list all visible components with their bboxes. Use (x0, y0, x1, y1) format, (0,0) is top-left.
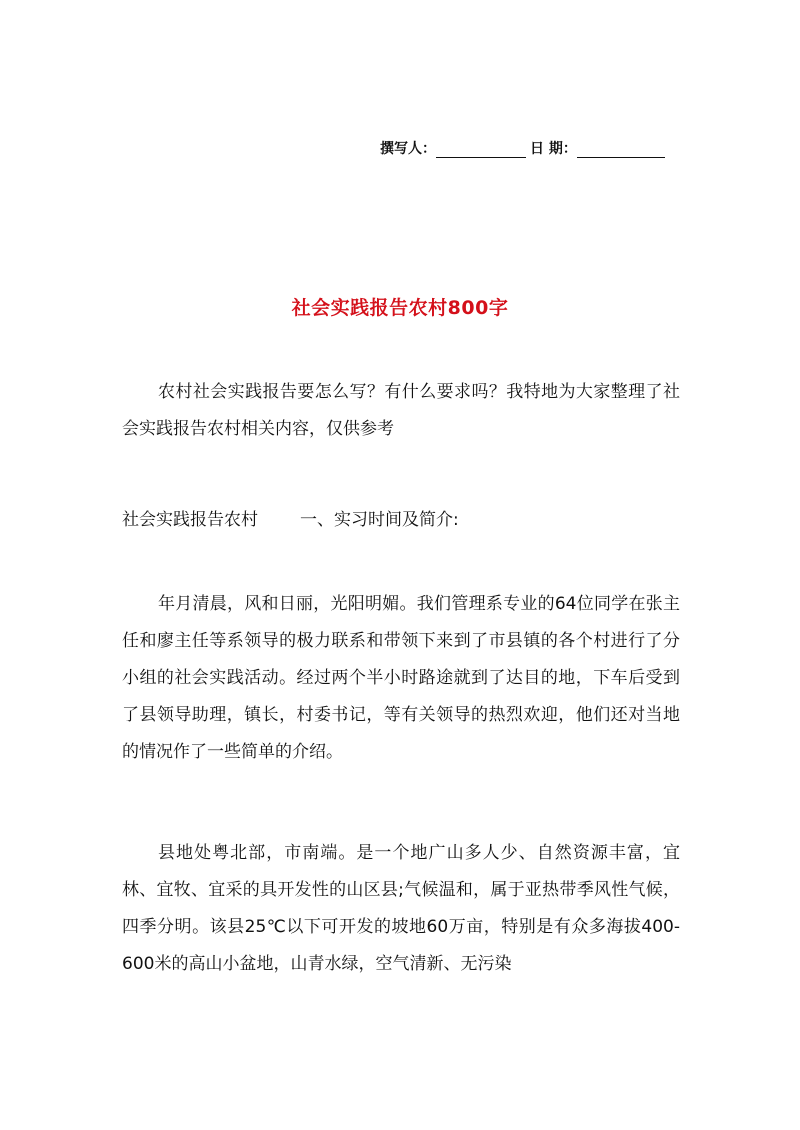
body-paragraph-1: 年月清晨，风和日丽，光阳明媚。我们管理系专业的64位同学在张主任和廖主任等系领导的极力联系和带领下来到了市县镇的各个村进行了分小组的社会实践活动。经过两个半小时路途就到了达目的地，下车后受到了县领导助理，镇长，村委书记，等有关领导的热烈欢迎，他们还对当地的情况作了一些简单的介绍。 (122, 594, 680, 762)
date-label: 日 期： (530, 141, 577, 157)
section-title: 一、实习时间及简介: (300, 510, 459, 530)
author-label: 撰写人： (380, 141, 436, 157)
document-title: 社会实践报告农村800字 (291, 297, 509, 319)
body-paragraph-2: 县地处粤北部，市南端。是一个地广山多人少、自然资源丰富，宜林、宜牧、宜采的具开发性的山区县;气候温和，属于亚热带季风性气候，四季分明。该县25℃以下可开发的坡地60万亩，特别是有众多海拔400-600米的高山小盆地，山青水绿，空气清新、无污染 (122, 843, 680, 974)
section-heading (122, 502, 459, 539)
author-date-line (380, 138, 680, 158)
section-prefix: 社会实践报告农村 (122, 510, 258, 530)
date-blank (577, 142, 665, 158)
intro-paragraph: 农村社会实践报告要怎么写？有什么要求吗？我特地为大家整理了社会实践报告农村相关内容，仅供参考 (122, 382, 680, 439)
author-blank (436, 142, 526, 158)
